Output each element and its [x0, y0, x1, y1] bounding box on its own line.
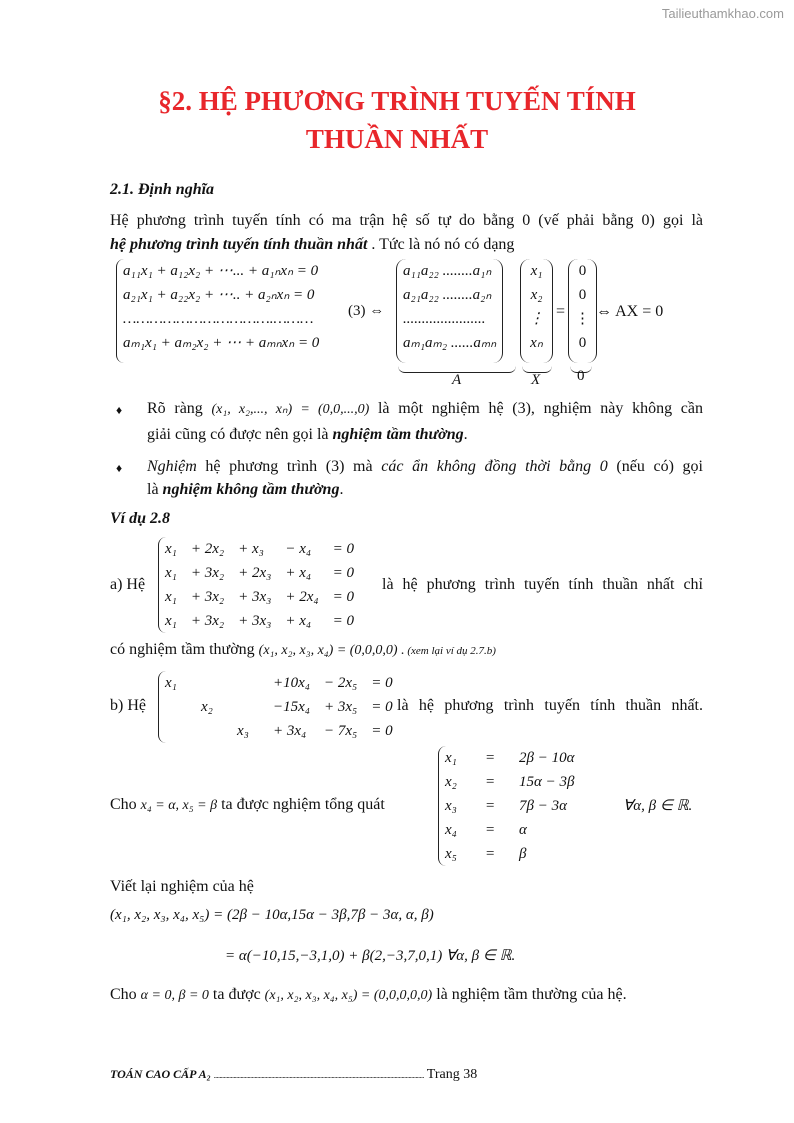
- vector-entry: 0: [578, 263, 587, 279]
- matrix-row: a₁₁a₂₂ ........a₁ₙ: [403, 263, 492, 279]
- equation-term: + x₄: [285, 565, 312, 581]
- solution-term: ∀α, β ∈ ℝ.: [623, 798, 693, 814]
- solution-term: 7β − 3α: [519, 798, 567, 814]
- t: ta được nghiệm tổng quát: [217, 796, 385, 813]
- solution-term: α: [519, 822, 527, 838]
- t: có nghiệm tầm thường: [110, 641, 259, 658]
- math: α = 0, β = 0: [140, 988, 209, 1003]
- equation-row: …………………………….………: [123, 311, 314, 327]
- t: Rõ ràng: [147, 400, 212, 417]
- solution-term: x₄: [445, 822, 457, 838]
- equation-term: = 0: [332, 565, 354, 581]
- bullet2-line2: [147, 481, 343, 499]
- vector-entry: ⋮: [575, 311, 590, 327]
- equation-term: + x₃: [238, 541, 264, 557]
- rewrite-title: Viết lại nghiệm của hệ: [110, 878, 254, 895]
- equation-term: x₁: [165, 675, 177, 691]
- t: là: [147, 481, 163, 498]
- equation-term: [237, 695, 259, 719]
- t: là nghiệm tầm thường của hệ.: [432, 986, 627, 1003]
- equation-term: − x₄: [285, 541, 312, 557]
- solution-term: [623, 746, 692, 770]
- t: Cho: [110, 986, 141, 1003]
- equation-term: − 7x₅: [324, 723, 358, 739]
- equation-term: + 2x₄: [285, 589, 319, 605]
- solution-term: x₂: [445, 774, 457, 790]
- equation-term: [201, 719, 223, 743]
- vector-entry: x₁: [530, 263, 543, 279]
- matrix-row: a₂₁a₂₂ ........a₂ₙ: [403, 287, 492, 303]
- matrix-row: ......................: [403, 311, 486, 327]
- equation-term: = 0: [371, 723, 393, 739]
- equation-term: +10x₄: [273, 675, 310, 691]
- bullet1-line2: [147, 426, 468, 444]
- bullet-icon: ♦: [116, 461, 123, 475]
- equals: =: [556, 303, 566, 320]
- equation-term: [201, 671, 223, 695]
- equation-term: = 0: [332, 541, 354, 557]
- result-AX: ⇔ AX = 0: [596, 303, 664, 320]
- t: hệ phương trình (3) mà: [196, 458, 382, 475]
- math: (x₁, x₂, x₃, x₄) = (0,0,0,0) .: [258, 643, 405, 658]
- final-line: [110, 986, 627, 1004]
- solution-term: β: [519, 846, 527, 862]
- equation-row: aₘ₁x₁ + aₘ₂x₂ + ⋯ + aₘₙxₙ = 0: [123, 335, 320, 351]
- solution-term: 2β − 10α: [519, 750, 575, 766]
- solution-term: =: [485, 774, 496, 790]
- equation-row: a₁₁x₁ + a₁₂x₂ + ⋯... + a₁ₙxₙ = 0: [123, 263, 319, 279]
- equation-term: [165, 719, 187, 743]
- math: x₄ = α, x₅ = β: [140, 798, 218, 813]
- t: Nghiệm: [147, 458, 197, 475]
- rewrite-line2: = α(−10,15,−3,1,0) + β(2,−3,7,0,1) ∀α, β ∈ ℝ.: [225, 948, 516, 964]
- para2-rest: . Tức là nó nó có dạng: [367, 236, 515, 253]
- title-line2: THUẦN NHẤT: [305, 124, 489, 154]
- equation-term: x₁: [165, 613, 177, 629]
- vector-entry: x₂: [530, 287, 543, 303]
- vector-entry: 0: [578, 335, 587, 351]
- vector-entry: ⋮: [529, 311, 544, 327]
- equation-term: x₃: [237, 723, 249, 739]
- equation-term: = 0: [371, 699, 393, 715]
- ex-a-system: [158, 537, 354, 633]
- title-line1: §2. HỆ PHƯƠNG TRÌNH TUYẾN TÍNH: [158, 86, 636, 116]
- general-line: [110, 796, 385, 814]
- equation-term: + 3x₂: [190, 613, 225, 629]
- footer-dots: ......................................................................................................................................................: [213, 1071, 424, 1080]
- equation-term: x₁: [165, 541, 177, 557]
- t: giải cũng có được nên gọi là: [147, 426, 333, 443]
- vector-X: [520, 259, 553, 363]
- footer: [110, 1067, 477, 1083]
- equation-term: = 0: [332, 613, 354, 629]
- equation-term: + 2x₃: [238, 565, 272, 581]
- vector-entry: 0: [578, 287, 587, 303]
- math: (x₁, x₂,..., xₙ) = (0,0,...,0): [211, 402, 370, 417]
- equation-term: + 3x₅: [324, 699, 358, 715]
- label-X: X: [531, 372, 541, 388]
- zero-vector: [568, 259, 597, 363]
- equation-term: + x₄: [285, 613, 312, 629]
- section-heading: 2.1. Định nghĩa: [110, 181, 215, 198]
- equation-row: a₂₁x₁ + a₂₂x₂ + ⋯.. + a₂ₙxₙ = 0: [123, 287, 315, 303]
- ex-b-system: [158, 671, 393, 743]
- t: ta được: [208, 986, 265, 1003]
- equiv-label: (3) ⇔: [348, 303, 385, 319]
- equation-term: + 3x₃: [238, 613, 272, 629]
- t: .: [463, 426, 468, 443]
- term: nghiệm tầm thường: [332, 426, 464, 443]
- equation-term: + 3x₄: [273, 723, 307, 739]
- t: các ẩn không đồng thời bằng 0: [381, 458, 608, 475]
- label-zero: 0: [577, 368, 585, 384]
- term-bold: hệ phương trình tuyến tính thuần nhất: [110, 236, 368, 253]
- rewrite-line1: (x₁, x₂, x₃, x₄, x₅) = (2β − 10α,15α − 3β,7β − 3α, α, β): [110, 907, 434, 923]
- t: là một nghiệm hệ (3), nghiệm này không cần: [369, 400, 703, 417]
- term: nghiệm không tầm thường: [162, 481, 340, 498]
- equation-term: − 2x₅: [324, 675, 358, 691]
- equation-term: x₁: [165, 589, 177, 605]
- equation-term: [237, 671, 259, 695]
- equation-term: = 0: [371, 675, 393, 691]
- solution-term: [623, 842, 692, 866]
- para2: [110, 236, 514, 254]
- solution-term: =: [485, 822, 496, 838]
- system-3: [116, 259, 319, 363]
- equation-term: −15x₄: [273, 699, 310, 715]
- ex-b-after: là hệ phương trình tuyến tính thuần nhất.: [397, 697, 703, 714]
- equation-term: x₂: [201, 699, 213, 715]
- solution-term: [623, 770, 692, 794]
- bullet2-line1: [147, 458, 703, 476]
- math: (x₁, x₂, x₃, x₄, x₅) = (0,0,0,0,0): [264, 988, 433, 1003]
- bullet1-line1: [147, 400, 703, 418]
- page-number: Trang 38: [426, 1067, 478, 1082]
- t: (nếu có) gọi: [607, 458, 704, 475]
- solution-term: =: [485, 798, 496, 814]
- footer-left: TOÁN CAO CẤP A₂: [110, 1067, 211, 1081]
- equation-term: [165, 695, 187, 719]
- ex-a-line2: [110, 641, 496, 659]
- ex-a-label: a) Hệ: [110, 576, 146, 593]
- para1: Hệ phương trình tuyến tính có ma trận hệ số tự do bằng 0 (vế phải bằng 0) gọi là: [110, 212, 703, 229]
- ex-a-after: là hệ phương trình tuyến tính thuần nhất chỉ: [382, 576, 703, 593]
- equation-term: = 0: [332, 589, 354, 605]
- solution-term: x₅: [445, 846, 457, 862]
- t: .: [339, 481, 344, 498]
- matrix-A: [396, 259, 503, 363]
- equation-term: + 3x₃: [238, 589, 272, 605]
- general-solution: [438, 746, 692, 866]
- equation-term: x₁: [165, 565, 177, 581]
- t: Cho: [110, 796, 141, 813]
- equation-term: + 3x₂: [190, 589, 225, 605]
- bullet-icon: ♦: [116, 403, 123, 417]
- solution-term: [623, 818, 692, 842]
- solution-term: =: [485, 750, 496, 766]
- matrix-row: aₘ₁aₘ₂ ......aₘₙ: [403, 335, 497, 351]
- watermark: Tailieuthamkhao.com: [661, 6, 784, 21]
- label-A: A: [452, 372, 462, 388]
- equation-term: + 3x₂: [190, 565, 225, 581]
- example-title: Ví dụ 2.8: [110, 510, 171, 527]
- vector-entry: xₙ: [530, 335, 543, 351]
- solution-term: x₃: [445, 798, 457, 814]
- ex-b-label: b) Hệ: [110, 697, 146, 714]
- ref: (xem lại ví dụ 2.7.b): [404, 645, 496, 657]
- equation-term: + 2x₂: [190, 541, 225, 557]
- solution-term: x₁: [445, 750, 457, 766]
- solution-term: 15α − 3β: [519, 774, 575, 790]
- solution-term: =: [485, 846, 496, 862]
